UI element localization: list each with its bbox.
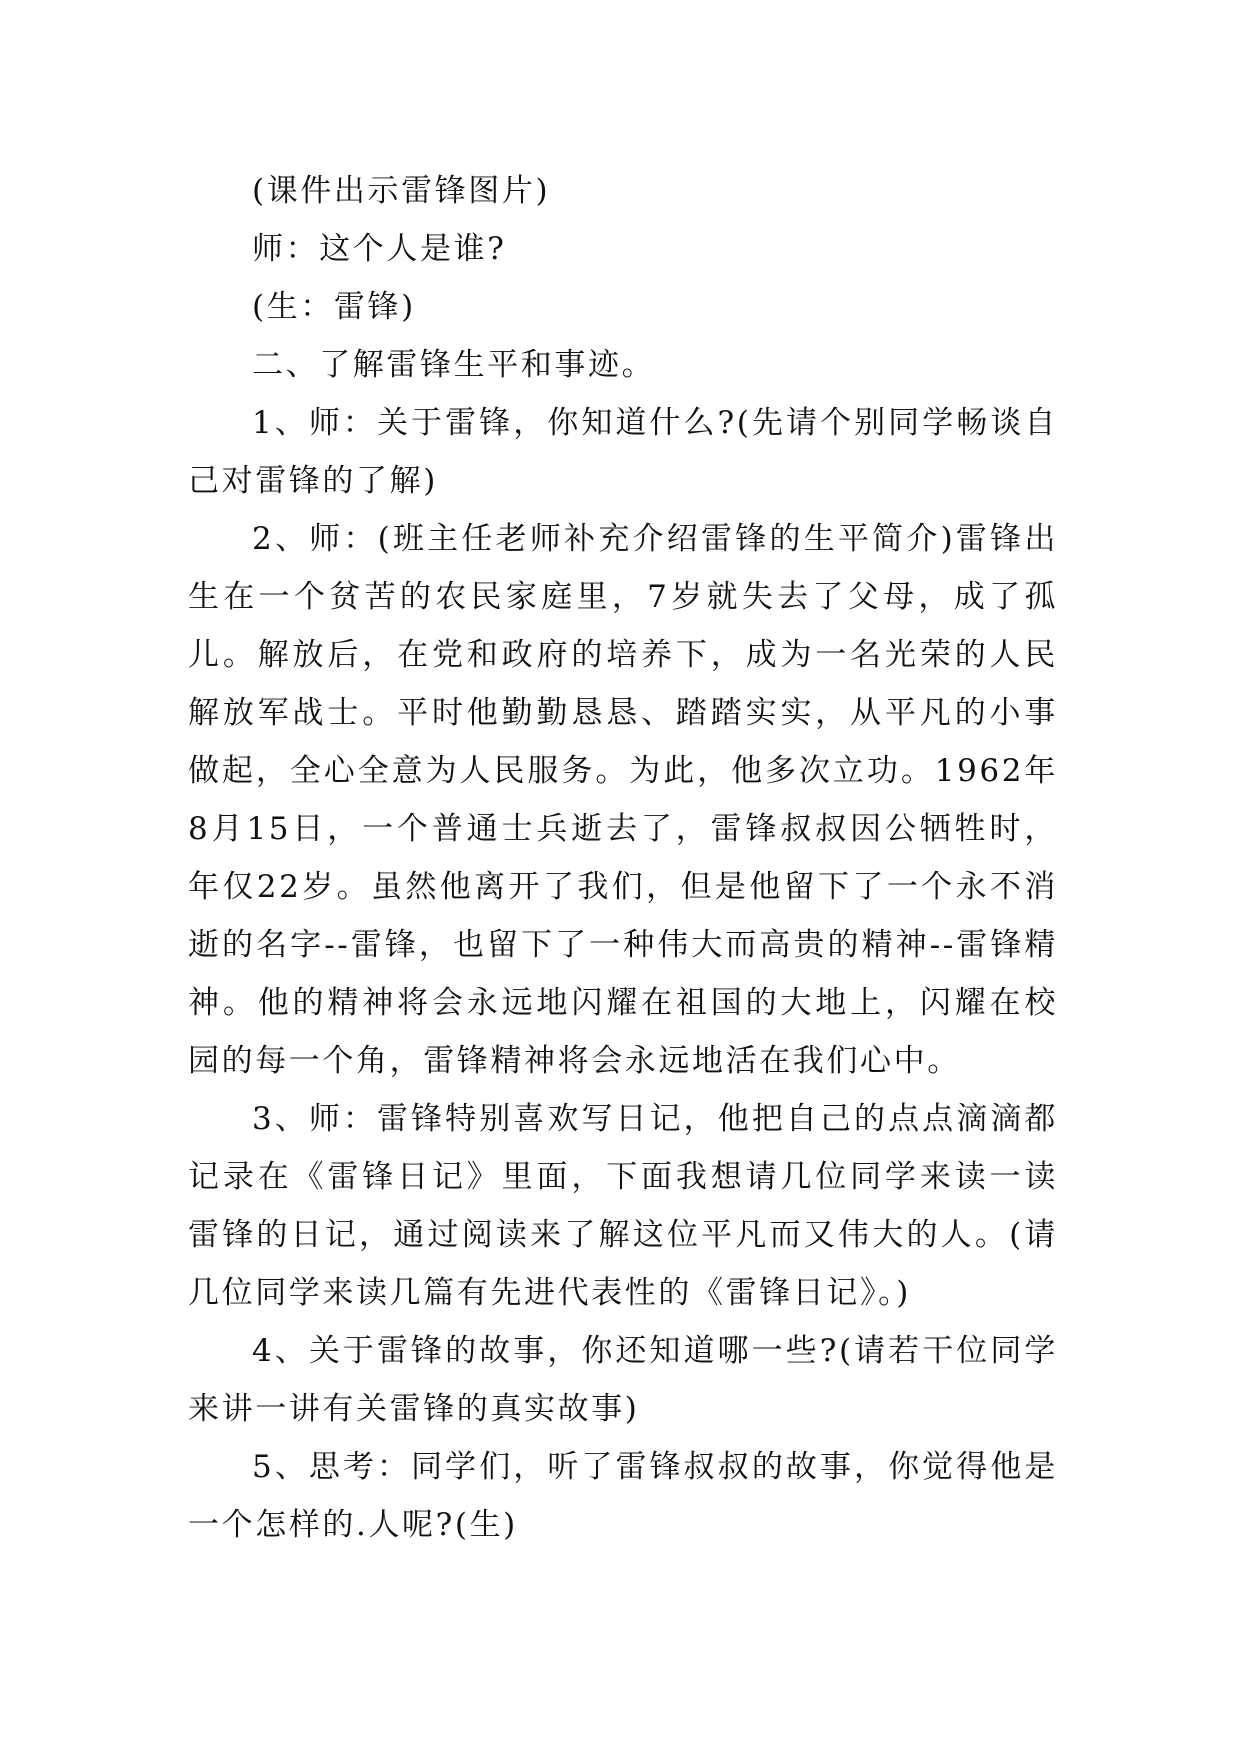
paragraph-item-2: 2、师：(班主任老师补充介绍雷锋的生平简介)雷锋出生在一个贫苦的农民家庭里，7岁就失去了父母，成了孤儿。解放后，在党和政府的培养下，成为一名光荣的人民解放军战士。平时他勤勤恳恳、踏踏实实，从平凡的小事做起，全心全意为人民服务。为此，他多次立功。1962年8月15日，一个普通士兵逝去了，雷锋叔叔因公牺牲时，年仅22岁。虽然他离开了我们，但是他留下了一个永不消逝的名字--雷锋，也留下了一种伟大而高贵的精神--雷锋精神。他的精神将会永远地闪耀在祖国的大地上，闪耀在校园的每一个角，雷锋精神将会永远地活在我们心中。 bbox=[188, 521, 1058, 1079]
paragraph-item-1: 1、师：关于雷锋，你知道什么?(先请个别同学畅谈自己对雷锋的了解) bbox=[188, 405, 1058, 499]
paragraph-item-4: 4、关于雷锋的故事，你还知道哪一些?(请若干位同学来讲一讲有关雷锋的真实故事) bbox=[188, 1333, 1058, 1427]
paragraph-student-answer: (生：雷锋) bbox=[252, 289, 416, 325]
paragraph-courseware-note: (课件出示雷锋图片) bbox=[252, 173, 551, 209]
paragraph-teacher-question: 师：这个人是谁? bbox=[252, 231, 507, 267]
paragraph-item-5: 5、思考：同学们，听了雷锋叔叔的故事，你觉得他是一个怎样的.人呢?(生) bbox=[188, 1449, 1058, 1543]
section-heading: 二、了解雷锋生平和事迹。 bbox=[252, 347, 656, 383]
document-body bbox=[188, 162, 1058, 1554]
paragraph-item-3: 3、师：雷锋特别喜欢写日记，他把自己的点点滴滴都记录在《雷锋日记》里面，下面我想请几位同学来读一读雷锋的日记，通过阅读来了解这位平凡而又伟大的人。(请几位同学来读几篇有先进代表性的《雷锋日记》。) bbox=[188, 1101, 1058, 1311]
